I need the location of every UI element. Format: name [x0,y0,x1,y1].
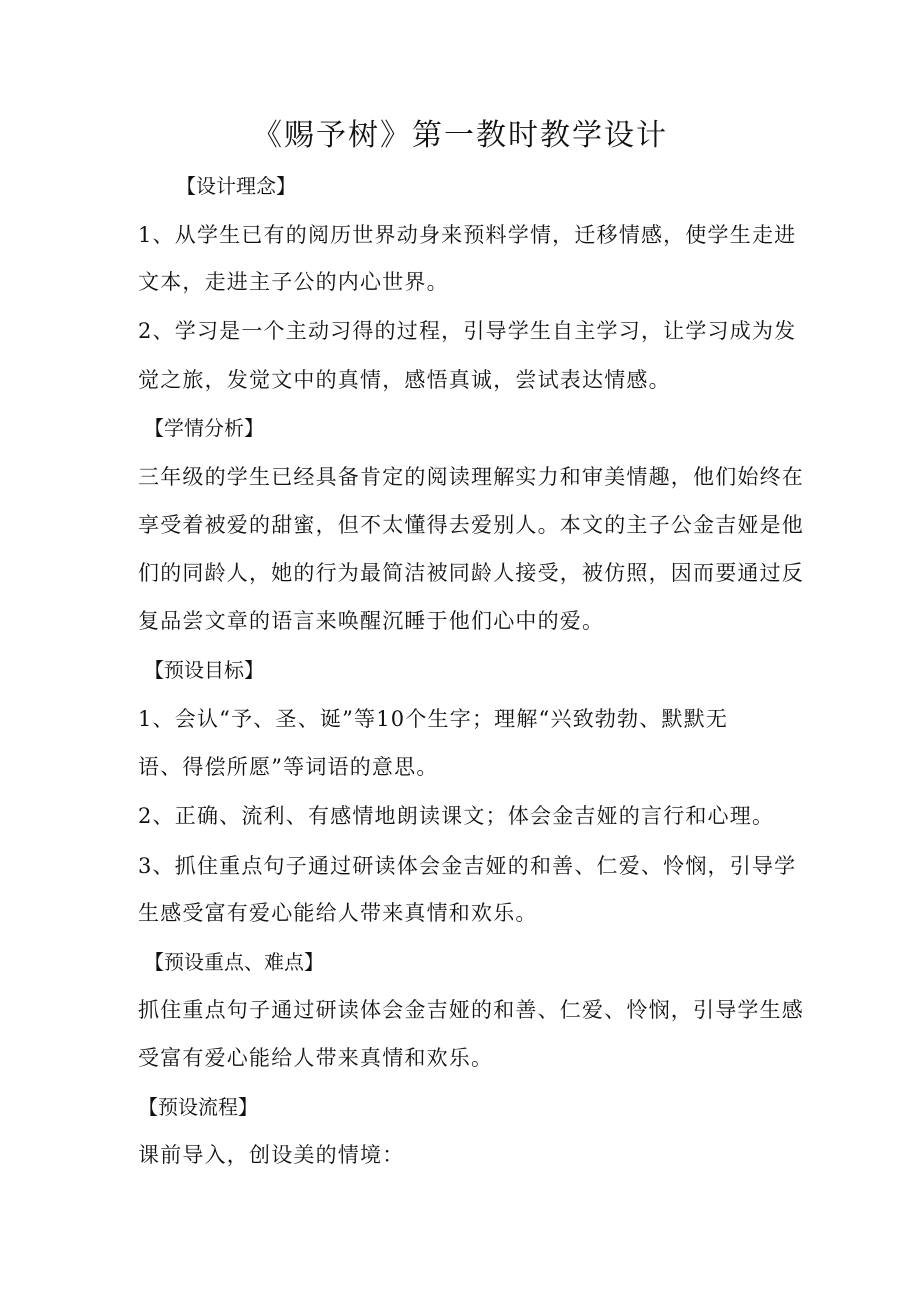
heading-preset-goals: 【预设目标】 [144,658,264,682]
learning-analysis-line: 复品尝文章的语言来唤醒沉睡于他们心中的爱。 [138,609,605,633]
preset-goals-line: 3、抓住重点句子通过研读体会金吉娅的和善、仁爱、怜悯，引导学 [138,854,797,878]
preset-goals-line: 1、会认“予、圣、诞”等10个生字；理解“兴致勃勃、默默无 [138,707,729,731]
learning-analysis-line: 享受着被爱的甜蜜，但不太懂得去爱别人。本文的主子公金吉娅是他 [138,513,804,537]
learning-analysis-line: 们的同龄人，她的行为最简洁被同龄人接受，被仿照，因而要通过反 [138,561,804,585]
heading-design-concept: 【设计理念】 [176,174,296,198]
process-line: 课前导入，创设美的情境： [138,1143,405,1167]
preset-goals-line: 生感受富有爱心能给人带来真情和欢乐。 [138,901,538,925]
document-title: 《赐予树》第一教时教学设计 [252,118,668,153]
design-concept-line: 1、从学生已有的阅历世界动身来预料学情，迁移情感，使学生走进 [138,223,797,247]
heading-key-points: 【预设重点、难点】 [144,950,324,974]
preset-goals-line: 2、正确、流利、有感情地朗读课文；体会金吉娅的言行和心理。 [138,804,775,828]
heading-learning-analysis: 【学情分析】 [144,416,264,440]
design-concept-line: 文本，走进主子公的内心世界。 [138,270,449,294]
design-concept-line: 觉之旅，发觉文中的真情，感悟真诚，尝试表达情感。 [138,368,671,392]
heading-process: 【预设流程】 [138,1095,258,1119]
learning-analysis-line: 三年级的学生已经具备肯定的阅读理解实力和审美情趣，他们始终在 [138,465,804,489]
key-points-line: 抓住重点句子通过研读体会金吉娅的和善、仁爱、怜悯，引导学生感 [138,998,804,1022]
preset-goals-line: 语、得偿所愿”等词语的意思。 [138,755,439,779]
design-concept-line: 2、学习是一个主动习得的过程，引导学生自主学习，让学习成为发 [138,319,797,343]
key-points-line: 受富有爱心能给人带来真情和欢乐。 [138,1046,494,1070]
